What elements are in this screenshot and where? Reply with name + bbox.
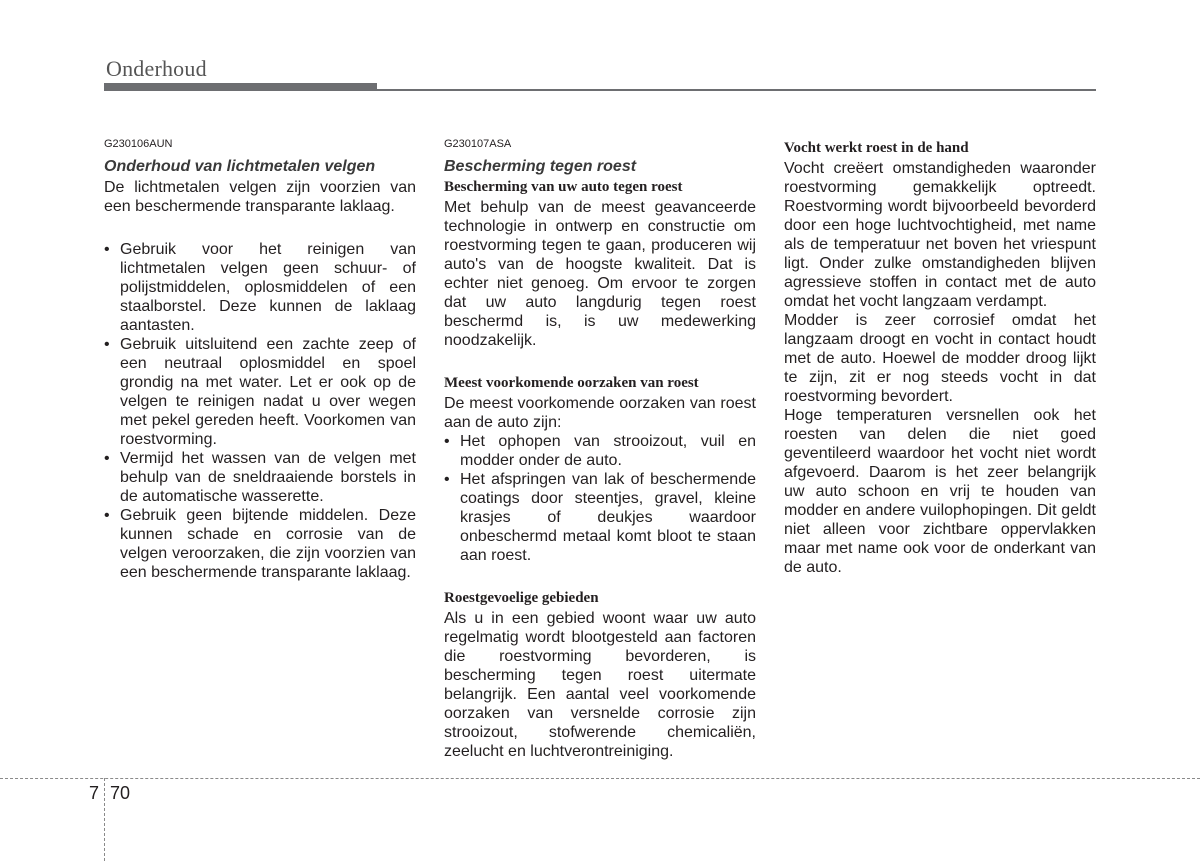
subheading: Meest voorkomende oorzaken van roest [444,375,699,391]
list-item: • Gebruik voor het reinigen van lichtmetalen velgen geen schuur- of polijstmiddelen, oplosmiddelen of een staalborstel. Deze kunnen de laklaag aantasten. [104,240,416,335]
section-code: G230106AUN [104,138,173,150]
column-rust-protection [444,137,756,761]
header-rule [377,89,1096,91]
column-moisture [784,139,1096,577]
column-alloy-wheels [104,137,416,582]
paragraph: Met behulp van de meest geavanceerde technologie in ontwerp en constructie om roestvorming tegen te gaan, produceren wij auto's van de hoogste kwaliteit. Dat is echter niet genoeg. Om ervoor te zorgen dat uw auto langdurig tegen roest beschermd is, is uw medewerking noodzakelijk. [444,199,756,349]
section-title: Bescherming tegen roest [444,158,637,175]
intro-paragraph: De lichtmetalen velgen zijn voorzien van een beschermende transparante laklaag. [104,179,416,215]
footer-divider [0,778,1200,779]
paragraph: Als u in een gebied woont waar uw auto regelmatig wordt blootgesteld aan factoren die roestvorming bevorderen, is bescherming tegen roest uitermate belangrijk. Een aantal veel voorkomende oorzaken van versnelde corrosie zijn strooizout, stofwerende chemicaliën, zeelucht en luchtverontreiniging. [444,610,756,760]
bullet-list [444,432,756,565]
chapter-number: 7 [89,783,100,803]
paragraph: Hoge temperaturen versnellen ook het roesten van delen die niet goed geventileerd waardoor het vocht niet wordt afgevoerd. Daarom is het zeer belangrijk uw auto schoon en vrij te houden van modder en andere vuilophopingen. Dit geldt niet alleen voor zichtbare oppervlakken maar met name ook voor de onderkant van de auto. [784,407,1096,576]
section-code: G230107ASA [444,138,512,150]
paragraph: De meest voorkomende oorzaken van roest aan de auto zijn: [444,395,756,431]
page-number: 70 [110,783,131,803]
bullet-list [104,240,416,582]
page-title: Onderhoud [106,56,207,81]
spacer [104,216,416,240]
subheading: Roestgevoelige gebieden [444,590,599,606]
spacer [444,350,756,374]
header-bar-thick [104,83,377,91]
paragraph: Modder is zeer corrosief omdat het langzaam droogt en vocht in contact houdt met de auto. Hoewel de modder droog lijkt te zijn, zit er nog steeds vocht in dat roestvorming bevordert. [784,312,1096,405]
list-item: • Gebruik geen bijtende middelen. Deze kunnen schade en corrosie van de velgen veroorzaken, die zijn voorzien van een beschermende transparante laklaag. [104,506,416,582]
list-item: • Het ophopen van strooizout, vuil en modder onder de auto. [444,432,756,470]
spacer [444,565,756,589]
list-item: • Vermijd het wassen van de velgen met behulp van de sneldraaiende borstels in de automatische wasserette. [104,449,416,506]
list-item: • Gebruik uitsluitend een zachte zeep of een neutraal oplosmiddel en spoel grondig na met water. Let er ook op de velgen te reinigen nadat u over wegen met pekel gereden heeft. Voorkomen van roestvorming. [104,335,416,449]
subheading: Bescherming van uw auto tegen roest [444,179,683,195]
section-title: Onderhoud van lichtmetalen velgen [104,158,376,175]
footer-vertical-divider [104,778,105,861]
paragraph: Vocht creëert omstandigheden waaronder roestvorming gemakkelijk optreedt. Roestvorming wordt bijvoorbeeld bevorderd door een hoge luchtvochtigheid, met name als de temperatuur net boven het vriespunt ligt. Onder zulke omstandigheden blijven agressieve stoffen in contact met de auto omdat het vocht langzaam verdampt. [784,160,1096,310]
list-item: • Het afspringen van lak of beschermende coatings door steentjes, gravel, kleine krasjes of deukjes waardoor onbeschermd metaal komt bloot te staan aan roest. [444,470,756,565]
subheading: Vocht werkt roest in de hand [784,140,969,156]
